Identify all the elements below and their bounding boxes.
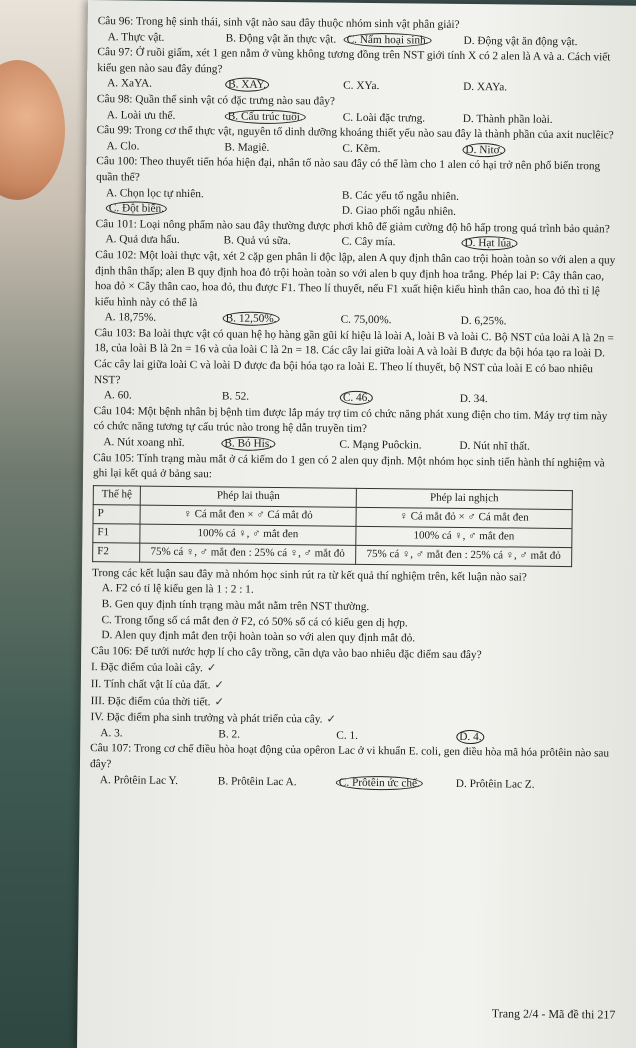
question-101: Câu 101: Loại nông phẩm nào sau đây thường được phơi khô để giảm cường độ hô hấp trong quá trình bảo quản? — [95, 217, 610, 236]
list-item-text: IV. Đặc điểm pha sinh trưởng và phát triển của cây. — [90, 711, 323, 726]
option-a: A. F2 có tỉ lệ kiểu gen là 1 : 2 : 1. — [101, 582, 254, 597]
option-d: D. Thành phần loài. — [462, 112, 553, 126]
option-a: A. Clo. — [106, 139, 140, 153]
answer-mark: B. 12,50%. — [223, 312, 280, 327]
option-a: A. Chọn lọc tự nhiên. — [105, 186, 204, 200]
answer-mark: C. Prôtêin ức chế. — [336, 775, 423, 790]
answer-mark: D. Nitơ. — [462, 143, 505, 157]
check-icon: ✓ — [206, 661, 217, 675]
table-header: Thế hệ — [93, 485, 140, 504]
option-b: B. Động vật ăn thực vật. — [225, 32, 337, 46]
check-icon: ✓ — [214, 694, 225, 709]
table-cell: ♀ Cá mắt đỏ × ♂ Cá mắt đen — [356, 507, 572, 528]
table-cell: F2 — [93, 542, 140, 561]
option-d — [456, 730, 606, 747]
table-cell: 100% cá ♀, ♂ mắt đen — [356, 526, 572, 547]
option-c — [340, 391, 460, 408]
option-c: C. 1. — [336, 729, 359, 742]
option-c — [344, 32, 464, 49]
exam-paper — [77, 0, 636, 1048]
option-b — [225, 78, 343, 95]
option-b: B. Quả vú sữa. — [223, 234, 291, 248]
page-footer: Trang 2/4 - Mã đề thi 217 — [491, 1006, 616, 1022]
check-icon: ✓ — [214, 678, 224, 692]
option-c: C. Mạng Puôckin. — [339, 438, 422, 452]
option-a: A. 60. — [103, 389, 132, 402]
option-b: B. Các yếu tố ngẫu nhiên. — [341, 189, 460, 203]
answer-mark: D. Hạt lúa. — [461, 236, 517, 251]
option-d: D. Nút nhĩ thất. — [459, 439, 531, 453]
answer-mark: C. 46. — [340, 391, 373, 405]
option-c: C. 75,00%. — [340, 313, 392, 327]
option-b — [225, 109, 343, 126]
option-a: A. 18,75%. — [104, 311, 157, 325]
option-b: B. 2. — [218, 728, 241, 741]
options-100 — [106, 186, 621, 223]
question-100: Câu 100: Theo thuyết tiến hóa hiện đại, nhân tố nào sau đây có thể làm cho 1 alen có hại trở nên phổ biến trong quần thể? — [96, 155, 601, 184]
option-a: A. Quả dưa hấu. — [105, 233, 180, 247]
option-c — [336, 775, 456, 792]
answer-mark: C. Đột biến. — [106, 201, 167, 216]
option-d: D. XAYa. — [463, 81, 508, 94]
option-c: C. Trong tổng số cá mắt đen ở F2, có 50% số cá có kiểu gen dị hợp. — [101, 613, 408, 629]
question-107: Câu 107: Trong cơ chế điều hòa hoạt động của opêron Lac ở vi khuẩn E. coli, gen điều hòa mã hóa prôtêin nào sau đây? — [89, 742, 610, 771]
option-a: A. Nút xoang nhĩ. — [103, 436, 185, 450]
option-d: D. 34. — [459, 393, 488, 406]
list-item-text: III. Đặc điểm của thời tiết. — [90, 694, 211, 708]
question-98: Câu 98: Quần thể sinh vật có đặc trưng nào sau đây? — [96, 93, 335, 108]
option-a: A. 3. — [100, 726, 123, 740]
table-cell: 75% cá ♀, ♂ mắt đen : 25% cá ♀, ♂ mắt đỏ — [140, 543, 356, 564]
question-105: Câu 105: Tính trạng màu mắt ở cá kiếm do 1 gen có 2 alen quy định. Một nhóm học sinh tiến hành thí nghiệm và ghi lại kết quả ở bảng sau: — [92, 451, 605, 481]
table-cell: 75% cá ♀, ♂ mắt đen : 25% cá ♀, ♂ mắt đỏ — [356, 545, 572, 566]
table-header: Phép lai thuận — [140, 486, 356, 507]
option-a: A. Loài ưu thế. — [106, 108, 176, 122]
option-b — [223, 312, 341, 329]
table-cell: ♀ Cá mắt đen × ♂ Cá mắt đỏ — [140, 505, 356, 526]
question-97: Câu 97: Ở ruồi giấm, xét 1 gen nằm ở vùng không tương đồng trên NST giới tính X có 2 alen là A và a. Cách viết kiểu gen nào sau đây đúng? — [97, 46, 611, 76]
table-cell: F1 — [93, 523, 140, 542]
exam-content — [90, 14, 623, 794]
option-d: D. Động vật ăn động vật. — [463, 34, 578, 48]
answer-mark: B. Cấu trúc tuổi. — [225, 109, 306, 124]
option-c: C. XYa. — [343, 80, 380, 93]
option-d — [461, 236, 611, 253]
question-103: Câu 103: Ba loài thực vật có quan hệ họ hàng gần gũi kí hiệu là loài A, loài B và loài C. Bộ NST của loài A là 2n = 18, của loài B là 2n = 16 và của loài C là 2n = 18. Các cây lai giữa loài A và loài B được đa bội hóa tạo ra loài D. Các cây lai giữa loài C và loài D được đa bội hóa tạo ra loài E. Theo lí thuyết, bộ NST của loài E có bao nhiêu NST? — [93, 326, 614, 387]
option-d: D. Giao phối ngẫu nhiên. — [341, 204, 457, 218]
option-b: B. Prôtêin Lac A. — [217, 774, 297, 788]
question-99: Câu 99: Trong cơ thể thực vật, nguyên tố dinh dưỡng khoáng thiết yếu nào sau đây là thành phần của axit nuclêic? — [96, 124, 614, 142]
question-105-prompt: Trong các kết luận sau đây mà nhóm học sinh rút ra từ kết quả thí nghiệm trên, kết luận nào sai? — [91, 566, 527, 584]
results-table — [92, 485, 573, 567]
list-item-text: II. Tính chất vật lí của đất. — [90, 678, 211, 692]
answer-mark: C. Nấm hoại sinh. — [344, 32, 432, 47]
table-header: Phép lai nghịch — [356, 488, 572, 509]
option-d: D. Alen quy định mắt đen trội hoàn toàn so với alen quy định mắt đỏ. — [101, 629, 416, 645]
question-96: Câu 96: Trong hệ sinh thái, sinh vật nào sau đây thuộc nhóm sinh vật phân giải? — [97, 15, 460, 31]
option-b: B. 52. — [221, 390, 250, 403]
answer-mark: D. 4. — [456, 730, 484, 744]
option-b: B. Gen quy định tính trạng màu mắt nằm trên NST thường. — [101, 598, 370, 613]
option-d: D. 6,25%. — [460, 315, 507, 328]
option-a: A. XaYA. — [107, 77, 153, 91]
question-106: Câu 106: Để tưới nước hợp lí cho cây trồng, cần dựa vào bao nhiêu đặc điểm sau đây? — [91, 644, 482, 661]
option-b — [221, 436, 339, 453]
question-104: Câu 104: Một bệnh nhân bị bệnh tim được lắp máy trợ tim có chức năng phát xung điện cho tim. Máy trợ tim này có chức năng tương tự cấu trúc nào trong hệ dẫn truyền tim? — [93, 404, 608, 436]
list-item-text: I. Đặc điểm của loài cây. — [90, 661, 203, 675]
option-b: B. Magiê. — [224, 141, 270, 154]
option-a: A. Thực vật. — [107, 30, 165, 44]
option-a: A. Prôtêin Lac Y. — [99, 773, 179, 787]
option-c: C. Cây mía. — [341, 235, 396, 249]
table-cell: 100% cá ♀, ♂ mắt đen — [140, 524, 356, 545]
check-icon: ✓ — [326, 712, 337, 726]
option-d — [462, 143, 612, 160]
answer-mark: B. XAY. — [225, 78, 269, 92]
question-102: Câu 102: Một loài thực vật, xét 2 cặp gen phân li độc lập, alen A quy định thân cao trội hoàn toàn so với alen a quy định thân thấp; alen B quy định hoa đỏ trội hoàn toàn so với alen b quy định hoa trắng. Phép lai P: Cây thân cao, hoa đỏ × Cây thân cao, hoa đỏ, thu được F1. Theo lí thuyết, nếu F1 xuất hiện kiểu hình thân cao, hoa đỏ thì tỉ lệ kiểu hình này có thể là — [94, 248, 616, 309]
answer-mark: B. Bó His. — [221, 436, 275, 451]
option-c: C. Kẽm. — [342, 142, 381, 155]
criteria-list — [90, 659, 616, 731]
table-row — [93, 542, 572, 566]
table-cell: P — [93, 504, 140, 523]
option-c: C. Loài đặc trưng. — [342, 111, 426, 125]
option-d: D. Prôtêin Lac Z. — [455, 777, 535, 791]
